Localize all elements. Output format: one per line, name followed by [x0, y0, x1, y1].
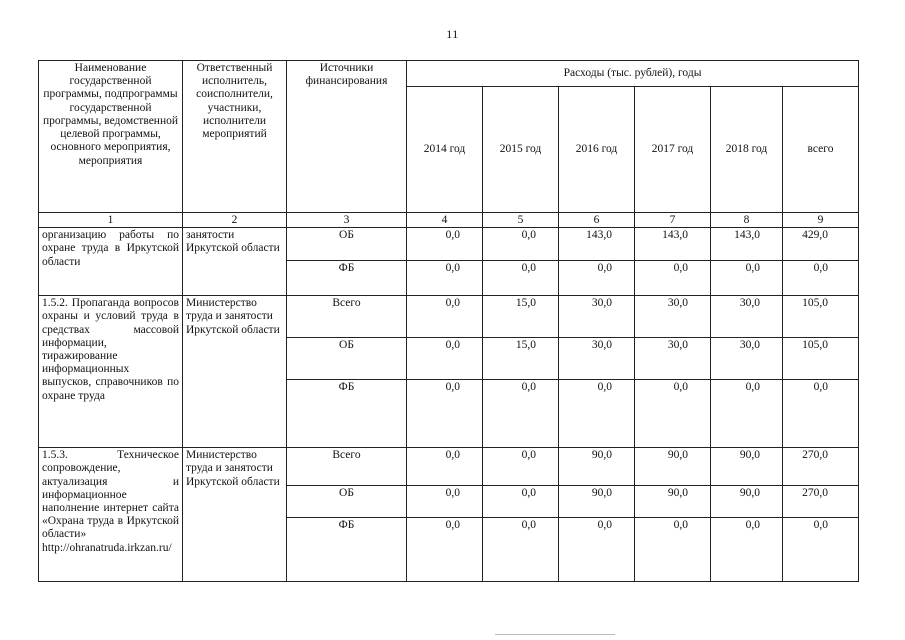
activity-name: 1.5.3. Техническое сопровождение, актуализация и информационное наполнение интернет сайта «Охрана труда в Иркутской области» http://ohranatruda.irkzan.ru/ — [39, 448, 183, 582]
value-cell: 0,0 — [635, 380, 711, 448]
responsible-executor: Министерство труда и занятости Иркутской области — [183, 296, 287, 448]
funding-source: Всего — [287, 296, 407, 338]
value-cell: 0,0 — [483, 228, 559, 261]
value-cell: 0,0 — [407, 380, 483, 448]
value-cell: 0,0 — [483, 380, 559, 448]
value-cell: 105,0 — [783, 296, 859, 338]
value-cell: 0,0 — [407, 338, 483, 380]
value-cell: 143,0 — [711, 228, 783, 261]
value-cell: 90,0 — [635, 448, 711, 486]
header-year-2016: 2016 год — [559, 87, 635, 213]
value-cell: 30,0 — [711, 296, 783, 338]
value-cell: 143,0 — [559, 228, 635, 261]
column-number: 8 — [711, 213, 783, 228]
activity-name: 1.5.2. Пропаганда вопросов охраны и условий труда в средствах массовой информации, тиражирование информационных выпусков, справочников по охране труда — [39, 296, 183, 448]
value-cell: 30,0 — [711, 338, 783, 380]
funding-source: ОБ — [287, 228, 407, 261]
budget-table — [38, 60, 859, 582]
column-number: 2 — [183, 213, 287, 228]
value-cell: 0,0 — [635, 261, 711, 296]
value-cell: 90,0 — [711, 486, 783, 518]
value-cell: 30,0 — [559, 338, 635, 380]
header-year-2014: 2014 год — [407, 87, 483, 213]
value-cell: 30,0 — [559, 296, 635, 338]
header-name: Наименование государственной программы, подпрограммы государственной программы, ведомственной целевой программы, основного мероприятия, мероприятия — [39, 61, 183, 213]
funding-source: ОБ — [287, 338, 407, 380]
value-cell: 0,0 — [559, 518, 635, 582]
funding-source: ФБ — [287, 518, 407, 582]
header-sources: Источники финансирования — [287, 61, 407, 213]
value-cell: 0,0 — [711, 380, 783, 448]
value-cell: 15,0 — [483, 296, 559, 338]
header-year-2015: 2015 год — [483, 87, 559, 213]
column-number: 1 — [39, 213, 183, 228]
activity-name: организацию работы по охране труда в Иркутской области — [39, 228, 183, 296]
column-number: 7 — [635, 213, 711, 228]
value-cell: 429,0 — [783, 228, 859, 261]
column-number: 5 — [483, 213, 559, 228]
funding-source: ОБ — [287, 486, 407, 518]
responsible-executor: Министерство труда и занятости Иркутской области — [183, 448, 287, 582]
value-cell: 90,0 — [635, 486, 711, 518]
value-cell: 105,0 — [783, 338, 859, 380]
value-cell: 0,0 — [483, 518, 559, 582]
value-cell: 90,0 — [711, 448, 783, 486]
table-row — [39, 448, 859, 486]
column-number: 3 — [287, 213, 407, 228]
value-cell: 270,0 — [783, 486, 859, 518]
value-cell: 30,0 — [635, 338, 711, 380]
value-cell: 0,0 — [635, 518, 711, 582]
scan-artifact — [495, 634, 615, 635]
funding-source: ФБ — [287, 261, 407, 296]
value-cell: 0,0 — [407, 261, 483, 296]
header-responsible: Ответственный исполнитель, соисполнители, участники, исполнители мероприятий — [183, 61, 287, 213]
value-cell: 0,0 — [407, 448, 483, 486]
column-number: 9 — [783, 213, 859, 228]
value-cell: 0,0 — [407, 486, 483, 518]
value-cell: 0,0 — [407, 518, 483, 582]
value-cell: 90,0 — [559, 448, 635, 486]
value-cell: 0,0 — [711, 518, 783, 582]
table-row — [39, 296, 859, 338]
value-cell: 0,0 — [559, 261, 635, 296]
table-row — [39, 228, 859, 261]
value-cell: 90,0 — [559, 486, 635, 518]
column-number: 4 — [407, 213, 483, 228]
header-expenses: Расходы (тыс. рублей), годы — [407, 61, 859, 87]
value-cell: 0,0 — [711, 261, 783, 296]
header-year-2018: 2018 год — [711, 87, 783, 213]
value-cell: 143,0 — [635, 228, 711, 261]
value-cell: 0,0 — [407, 296, 483, 338]
value-cell: 0,0 — [483, 448, 559, 486]
funding-source: Всего — [287, 448, 407, 486]
value-cell: 270,0 — [783, 448, 859, 486]
value-cell: 0,0 — [559, 380, 635, 448]
column-number: 6 — [559, 213, 635, 228]
responsible-executor: занятости Иркутской области — [183, 228, 287, 296]
value-cell: 15,0 — [483, 338, 559, 380]
value-cell: 0,0 — [783, 518, 859, 582]
header-total: всего — [783, 87, 859, 213]
value-cell: 0,0 — [407, 228, 483, 261]
funding-source: ФБ — [287, 380, 407, 448]
header-year-2017: 2017 год — [635, 87, 711, 213]
value-cell: 0,0 — [783, 380, 859, 448]
value-cell: 30,0 — [635, 296, 711, 338]
page-number: 11 — [446, 27, 459, 41]
value-cell: 0,0 — [483, 261, 559, 296]
value-cell: 0,0 — [483, 486, 559, 518]
value-cell: 0,0 — [783, 261, 859, 296]
